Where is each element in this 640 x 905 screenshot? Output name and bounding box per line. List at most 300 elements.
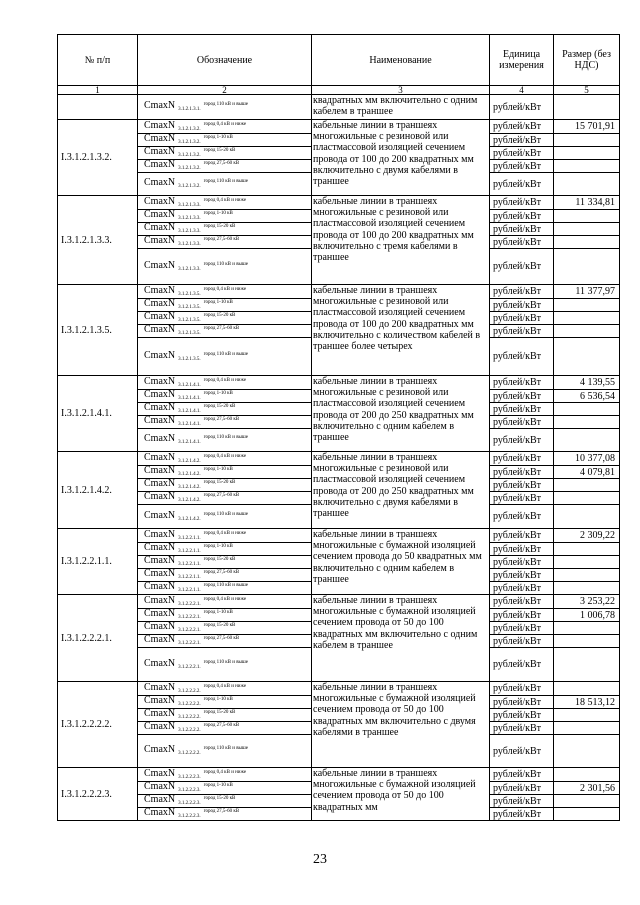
- value-cell: [554, 134, 620, 147]
- cmax-symbol: CmaxN: [144, 794, 176, 805]
- cmax-symbol: CmaxN: [144, 349, 176, 361]
- designation-superscript: город 15-20 кВ: [203, 313, 236, 318]
- description-cell: квадратных мм включительно с одним кабелем в траншее: [312, 95, 490, 120]
- cmax-symbol: CmaxN: [144, 621, 176, 632]
- designation-superscript: город 15-20 кВ: [203, 480, 236, 485]
- designation-superscript: город 15-20 кВ: [203, 710, 236, 715]
- designation-superscript: город 15-20 кВ: [203, 148, 236, 153]
- designation-superscript: город 27,5-60 кВ: [203, 237, 240, 242]
- cmax-symbol: CmaxN: [144, 594, 176, 606]
- row-number: [58, 95, 138, 120]
- cmax-symbol: CmaxN: [144, 781, 176, 792]
- unit-cell: рублей/кВт: [490, 595, 554, 609]
- designation-superscript: город 15-20 кВ: [203, 404, 236, 409]
- designation-cell: [138, 635, 312, 648]
- designation-superscript: город 1-10 кВ: [203, 467, 233, 472]
- unit-cell: рублей/кВт: [490, 768, 554, 782]
- value-cell: [554, 795, 620, 808]
- designation-cell: [138, 95, 312, 120]
- cmax-symbol: CmaxN: [144, 119, 176, 131]
- value-cell: 18 513,12: [554, 696, 620, 709]
- designation-subscript: 3.1.2.1.4.1.: [178, 440, 201, 445]
- unit-cell: рублей/кВт: [490, 466, 554, 479]
- designation-subscript: 3.1.2.1.3.2.: [178, 184, 201, 189]
- cmax-symbol: CmaxN: [144, 478, 176, 489]
- value-cell: [554, 210, 620, 223]
- designation-cell: [138, 582, 312, 595]
- unit-cell: рублей/кВт: [490, 808, 554, 821]
- unit-cell: рублей/кВт: [490, 390, 554, 403]
- value-cell: [554, 299, 620, 312]
- designation-cell: [138, 134, 312, 147]
- unit-cell: рублей/кВт: [490, 682, 554, 696]
- designation-subscript: 3.1.2.1.4.1.: [178, 422, 201, 427]
- description-cell: кабельные линии в траншеях многожильные с бумажной изоляцией сечением провода до 50 квадратных мм включительно с одним кабелем в траншее: [312, 529, 490, 595]
- designation-subscript: 3.1.2.2.2.1.: [178, 664, 201, 670]
- designation-subscript: 3.1.2.1.4.1.: [178, 396, 201, 401]
- designation-cell: [138, 299, 312, 312]
- designation-cell: [138, 795, 312, 808]
- cmax-symbol: CmaxN: [144, 375, 176, 387]
- unit-cell: рублей/кВт: [490, 299, 554, 312]
- unit-cell: рублей/кВт: [490, 236, 554, 249]
- cmax-symbol: CmaxN: [144, 159, 176, 170]
- table-row: [58, 196, 620, 210]
- designation-cell: [138, 120, 312, 134]
- unit-cell: рублей/кВт: [490, 403, 554, 416]
- designation-subscript: 3.1.2.1.3.5.: [178, 318, 201, 323]
- designation-subscript: 3.1.2.2.1.1.: [178, 535, 201, 541]
- cmax-symbol: CmaxN: [144, 634, 176, 645]
- designation-subscript: 3.1.2.1.3.3.: [178, 266, 201, 272]
- designation-subscript: 3.1.2.2.2.2.: [178, 702, 201, 707]
- table-row: [58, 529, 620, 543]
- cmax-symbol: CmaxN: [144, 209, 176, 220]
- unit-cell: рублей/кВт: [490, 338, 554, 376]
- designation-cell: [138, 390, 312, 403]
- designation-cell: [138, 285, 312, 299]
- designation-cell: [138, 466, 312, 479]
- unit-cell: рублей/кВт: [490, 609, 554, 622]
- row-number: I.3.1.2.2.1.1.: [58, 529, 138, 595]
- cmax-symbol: CmaxN: [144, 433, 176, 444]
- designation-superscript: город 110 кВ и выше: [203, 659, 248, 665]
- description-cell: кабельные линии в траншеях многожильные с резиновой или пластмассовой изоляцией сечением провода от 200 до 250 квадратных мм включительно с одним кабелем в траншее: [312, 376, 490, 452]
- designation-cell: [138, 682, 312, 696]
- designation-subscript: 3.1.2.2.2.1.: [178, 641, 201, 646]
- unit-cell: рублей/кВт: [490, 312, 554, 325]
- designation-cell: [138, 543, 312, 556]
- designation-superscript: город 27,5-60 кВ: [203, 723, 240, 728]
- cmax-symbol: CmaxN: [144, 568, 176, 579]
- cmax-symbol: CmaxN: [144, 657, 176, 669]
- unit-cell: рублей/кВт: [490, 622, 554, 635]
- value-cell: [554, 403, 620, 416]
- cmax-symbol: CmaxN: [144, 744, 176, 755]
- designation-cell: [138, 249, 312, 285]
- unit-cell: рублей/кВт: [490, 249, 554, 285]
- cmax-symbol: CmaxN: [144, 542, 176, 553]
- value-cell: 3 253,22: [554, 595, 620, 609]
- unit-cell: рублей/кВт: [490, 325, 554, 338]
- header-num: № п/п: [58, 35, 138, 86]
- value-cell: [554, 648, 620, 682]
- cmax-symbol: CmaxN: [144, 465, 176, 476]
- cmax-symbol: CmaxN: [144, 608, 176, 619]
- value-cell: [554, 325, 620, 338]
- designation-subscript: 3.1.2.1.4.2.: [178, 516, 201, 522]
- value-cell: 2 309,22: [554, 529, 620, 543]
- header-designation: Обозначение: [138, 35, 312, 86]
- page-number: 23: [313, 852, 327, 867]
- designation-cell: [138, 808, 312, 821]
- cmax-symbol: CmaxN: [144, 451, 176, 463]
- designation-cell: [138, 648, 312, 682]
- designation-subscript: 3.1.2.1.3.2.: [178, 140, 201, 145]
- unit-cell: рублей/кВт: [490, 556, 554, 569]
- unit-cell: рублей/кВт: [490, 505, 554, 529]
- value-cell: [554, 249, 620, 285]
- value-cell: [554, 543, 620, 556]
- unit-cell: рублей/кВт: [490, 492, 554, 505]
- value-cell: 4 079,81: [554, 466, 620, 479]
- unit-cell: рублей/кВт: [490, 223, 554, 236]
- designation-subscript: 3.1.2.2.1.1.: [178, 562, 201, 567]
- cmax-symbol: CmaxN: [144, 807, 176, 818]
- designation-cell: [138, 492, 312, 505]
- table-row: [58, 376, 620, 390]
- row-number: I.3.1.2.1.4.2.: [58, 452, 138, 529]
- designation-cell: [138, 210, 312, 223]
- designation-subscript: 3.1.2.1.3.3.: [178, 229, 201, 234]
- designation-superscript: город 15-20 кВ: [203, 796, 236, 801]
- cmax-symbol: CmaxN: [144, 298, 176, 309]
- cmax-symbol: CmaxN: [144, 222, 176, 233]
- unit-cell: рублей/кВт: [490, 210, 554, 223]
- value-cell: [554, 722, 620, 735]
- row-number: I.3.1.2.1.3.2.: [58, 120, 138, 196]
- column-number: 5: [554, 86, 620, 95]
- value-cell: [554, 569, 620, 582]
- description-cell: кабельные линии в траншеях многожильные с бумажной изоляцией сечением провода от 50 до 100 квадратных мм включительно с двумя кабелями в траншее: [312, 682, 490, 768]
- header-size: Размер (без НДС): [554, 35, 620, 86]
- cmax-symbol: CmaxN: [144, 195, 176, 207]
- designation-subscript: 3.1.2.2.1.1.: [178, 588, 201, 593]
- row-number: I.3.1.2.2.2.3.: [58, 768, 138, 821]
- value-cell: [554, 312, 620, 325]
- designation-superscript: город 110 кВ и выше: [203, 746, 248, 751]
- value-cell: 15 701,91: [554, 120, 620, 134]
- designation-cell: [138, 173, 312, 196]
- description-cell: кабельные линии в траншеях многожильные с резиновой или пластмассовой изоляцией сечением провода от 100 до 200 квадратных мм включительно с количеством кабелей в траншее более четырех: [312, 285, 490, 376]
- unit-cell: рублей/кВт: [490, 479, 554, 492]
- unit-cell: рублей/кВт: [490, 696, 554, 709]
- designation-subscript: 3.1.2.2.2.1.: [178, 615, 201, 620]
- designation-cell: [138, 735, 312, 768]
- table-row: [58, 452, 620, 466]
- value-cell: [554, 223, 620, 236]
- designation-superscript: город 110 кВ и выше: [203, 102, 248, 107]
- unit-cell: рублей/кВт: [490, 173, 554, 196]
- cmax-symbol: CmaxN: [144, 681, 176, 693]
- designation-subscript: 3.1.2.2.2.1.: [178, 601, 201, 607]
- designation-subscript: 3.1.2.2.2.3.: [178, 801, 201, 806]
- designation-cell: [138, 569, 312, 582]
- designation-cell: [138, 312, 312, 325]
- designation-subscript: 3.1.2.1.4.1.: [178, 382, 201, 388]
- designation-cell: [138, 768, 312, 782]
- designation-cell: [138, 160, 312, 173]
- designation-cell: [138, 479, 312, 492]
- designation-cell: [138, 452, 312, 466]
- designation-superscript: город 27,5-60 кВ: [203, 417, 240, 422]
- designation-subscript: 3.1.2.1.4.1.: [178, 409, 201, 414]
- designation-superscript: город 0,4 кВ и ниже: [203, 377, 247, 383]
- designation-cell: [138, 722, 312, 735]
- cmax-symbol: CmaxN: [144, 133, 176, 144]
- designation-subscript: 3.1.2.1.3.3.: [178, 216, 201, 221]
- header-name: Наименование: [312, 35, 490, 86]
- designation-subscript: 3.1.2.2.2.2.: [178, 688, 201, 694]
- table-row: [58, 285, 620, 299]
- unit-cell: рублей/кВт: [490, 429, 554, 452]
- designation-superscript: город 15-20 кВ: [203, 224, 236, 229]
- designation-subscript: 3.1.2.1.3.3.: [178, 242, 201, 247]
- row-number: I.3.1.2.2.2.1.: [58, 595, 138, 682]
- unit-cell: рублей/кВт: [490, 543, 554, 556]
- value-cell: 11 334,81: [554, 196, 620, 210]
- unit-cell: рублей/кВт: [490, 635, 554, 648]
- unit-cell: рублей/кВт: [490, 452, 554, 466]
- unit-cell: рублей/кВт: [490, 196, 554, 210]
- designation-subscript: 3.1.2.2.2.3.: [178, 814, 201, 819]
- designation-subscript: 3.1.2.2.2.3.: [178, 774, 201, 780]
- designation-subscript: 3.1.2.2.2.2.: [178, 715, 201, 720]
- designation-cell: [138, 376, 312, 390]
- unit-cell: рублей/кВт: [490, 722, 554, 735]
- table-row: [58, 120, 620, 134]
- designation-superscript: город 1-10 кВ: [203, 544, 233, 549]
- value-cell: [554, 735, 620, 768]
- designation-superscript: город 0,4 кВ и ниже: [203, 769, 247, 775]
- designation-subscript: 3.1.2.1.4.2.: [178, 485, 201, 490]
- designation-cell: [138, 416, 312, 429]
- table-row: [58, 682, 620, 696]
- column-number: 2: [138, 86, 312, 95]
- value-cell: 11 377,97: [554, 285, 620, 299]
- designation-superscript: город 27,5-60 кВ: [203, 570, 240, 575]
- value-cell: [554, 236, 620, 249]
- designation-superscript: город 0,4 кВ и ниже: [203, 596, 247, 602]
- value-cell: [554, 479, 620, 492]
- description-cell: кабельные линии в траншеях многожильные с резиновой или пластмассовой изоляцией сечением провода от 100 до 200 квадратных мм включительно с тремя кабелями в траншее: [312, 196, 490, 285]
- description-cell: кабельные линии в траншеях многожильные с бумажной изоляцией сечением провода от 50 до 100 квадратных мм включительно с одним кабелем в траншее: [312, 595, 490, 682]
- cmax-symbol: CmaxN: [144, 491, 176, 502]
- value-cell: 2 301,56: [554, 782, 620, 795]
- designation-cell: [138, 595, 312, 609]
- row-number: I.3.1.2.1.4.1.: [58, 376, 138, 452]
- header-row: [58, 35, 620, 86]
- designation-cell: [138, 529, 312, 543]
- unit-cell: рублей/кВт: [490, 416, 554, 429]
- column-number-row: [58, 86, 620, 95]
- designation-superscript: город 1-10 кВ: [203, 300, 233, 305]
- designation-superscript: город 110 кВ и выше: [203, 179, 248, 184]
- designation-subscript: 3.1.2.1.3.5.: [178, 356, 201, 362]
- description-cell: кабельные линии в траншеях многожильные с резиновой или пластмассовой изоляцией сечением провода от 200 до 250 квадратных мм включительно с двумя кабелями в траншее: [312, 452, 490, 529]
- designation-subscript: 3.1.2.1.4.2.: [178, 472, 201, 477]
- designation-cell: [138, 709, 312, 722]
- designation-superscript: город 27,5-60 кВ: [203, 493, 240, 498]
- unit-cell: рублей/кВт: [490, 648, 554, 682]
- unit-cell: рублей/кВт: [490, 376, 554, 390]
- designation-subscript: 3.1.2.1.3.2.: [178, 153, 201, 158]
- designation-cell: [138, 403, 312, 416]
- cmax-symbol: CmaxN: [144, 767, 176, 779]
- value-cell: [554, 147, 620, 160]
- unit-cell: рублей/кВт: [490, 709, 554, 722]
- value-cell: [554, 95, 620, 120]
- unit-cell: рублей/кВт: [490, 529, 554, 543]
- unit-cell: рублей/кВт: [490, 134, 554, 147]
- designation-cell: [138, 325, 312, 338]
- row-number: I.3.1.2.1.3.5.: [58, 285, 138, 376]
- designation-subscript: 3.1.2.1.3.5.: [178, 291, 201, 297]
- designation-cell: [138, 505, 312, 529]
- value-cell: 4 139,55: [554, 376, 620, 390]
- designation-superscript: город 1-10 кВ: [203, 391, 233, 396]
- designation-superscript: город 0,4 кВ и ниже: [203, 530, 247, 536]
- cmax-symbol: CmaxN: [144, 581, 176, 592]
- cmax-symbol: CmaxN: [144, 235, 176, 246]
- tariff-table: [57, 34, 620, 821]
- designation-superscript: город 27,5-60 кВ: [203, 326, 240, 331]
- designation-superscript: город 0,4 кВ и ниже: [203, 197, 247, 203]
- value-cell: [554, 709, 620, 722]
- value-cell: [554, 768, 620, 782]
- row-number: I.3.1.2.1.3.3.: [58, 196, 138, 285]
- designation-subscript: 3.1.2.1.3.5.: [178, 305, 201, 310]
- value-cell: [554, 160, 620, 173]
- table-row: [58, 595, 620, 609]
- designation-superscript: город 0,4 кВ и ниже: [203, 683, 247, 689]
- cmax-symbol: CmaxN: [144, 389, 176, 400]
- cmax-symbol: CmaxN: [144, 721, 176, 732]
- designation-superscript: город 1-10 кВ: [203, 135, 233, 140]
- cmax-symbol: CmaxN: [144, 708, 176, 719]
- unit-cell: рублей/кВт: [490, 95, 554, 120]
- cmax-symbol: CmaxN: [144, 509, 176, 521]
- table-row: [58, 95, 620, 120]
- unit-cell: рублей/кВт: [490, 160, 554, 173]
- designation-subscript: 3.1.2.1.3.5.: [178, 331, 201, 336]
- designation-superscript: город 110 кВ и выше: [203, 261, 248, 267]
- designation-cell: [138, 223, 312, 236]
- designation-superscript: город 110 кВ и выше: [203, 511, 248, 517]
- designation-cell: [138, 236, 312, 249]
- value-cell: [554, 338, 620, 376]
- unit-cell: рублей/кВт: [490, 582, 554, 595]
- designation-superscript: город 1-10 кВ: [203, 783, 233, 788]
- unit-cell: рублей/кВт: [490, 782, 554, 795]
- value-cell: 6 536,54: [554, 390, 620, 403]
- value-cell: [554, 808, 620, 821]
- cmax-symbol: CmaxN: [144, 695, 176, 706]
- cmax-symbol: CmaxN: [144, 259, 176, 271]
- cmax-symbol: CmaxN: [144, 402, 176, 413]
- designation-subscript: 3.1.2.1.3.3.: [178, 202, 201, 208]
- value-cell: 1 006,78: [554, 609, 620, 622]
- value-cell: 10 377,08: [554, 452, 620, 466]
- designation-cell: [138, 338, 312, 376]
- designation-superscript: город 0,4 кВ и ниже: [203, 121, 247, 127]
- value-cell: [554, 429, 620, 452]
- designation-cell: [138, 782, 312, 795]
- designation-cell: [138, 622, 312, 635]
- designation-cell: [138, 609, 312, 622]
- designation-superscript: город 110 кВ и выше: [203, 351, 248, 357]
- designation-cell: [138, 147, 312, 160]
- table-row: [58, 768, 620, 782]
- value-cell: [554, 173, 620, 196]
- designation-superscript: город 1-10 кВ: [203, 211, 233, 216]
- column-number: 4: [490, 86, 554, 95]
- header-unit: Единица измерения: [490, 35, 554, 86]
- designation-subscript: 3.1.2.1.3.1.: [178, 107, 201, 112]
- value-cell: [554, 635, 620, 648]
- cmax-symbol: CmaxN: [144, 555, 176, 566]
- value-cell: [554, 622, 620, 635]
- column-number: 1: [58, 86, 138, 95]
- designation-superscript: город 110 кВ и выше: [203, 435, 248, 440]
- designation-superscript: город 1-10 кВ: [203, 610, 233, 615]
- cmax-symbol: CmaxN: [144, 177, 176, 188]
- designation-superscript: город 0,4 кВ и ниже: [203, 286, 247, 292]
- description-cell: кабельные линии в траншеях многожильные с бумажной изоляцией сечением провода от 50 до 100 квадратных мм: [312, 768, 490, 821]
- cmax-symbol: CmaxN: [144, 284, 176, 296]
- designation-cell: [138, 696, 312, 709]
- column-number: 3: [312, 86, 490, 95]
- designation-superscript: город 1-10 кВ: [203, 697, 233, 702]
- designation-cell: [138, 556, 312, 569]
- designation-subscript: 3.1.2.1.4.2.: [178, 498, 201, 503]
- cmax-symbol: CmaxN: [144, 100, 176, 111]
- unit-cell: рублей/кВт: [490, 735, 554, 768]
- unit-cell: рублей/кВт: [490, 569, 554, 582]
- designation-subscript: 3.1.2.1.4.2.: [178, 458, 201, 464]
- row-number: I.3.1.2.2.2.2.: [58, 682, 138, 768]
- designation-superscript: город 27,5-60 кВ: [203, 809, 240, 814]
- cmax-symbol: CmaxN: [144, 324, 176, 335]
- designation-superscript: город 0,4 кВ и ниже: [203, 453, 247, 459]
- cmax-symbol: CmaxN: [144, 528, 176, 540]
- unit-cell: рублей/кВт: [490, 285, 554, 299]
- designation-cell: [138, 196, 312, 210]
- designation-superscript: город 15-20 кВ: [203, 623, 236, 628]
- value-cell: [554, 492, 620, 505]
- designation-superscript: город 110 кВ и выше: [203, 583, 248, 588]
- unit-cell: рублей/кВт: [490, 120, 554, 134]
- unit-cell: рублей/кВт: [490, 147, 554, 160]
- value-cell: [554, 556, 620, 569]
- designation-subscript: 3.1.2.1.3.2.: [178, 126, 201, 132]
- value-cell: [554, 416, 620, 429]
- designation-subscript: 3.1.2.2.1.1.: [178, 575, 201, 580]
- description-cell: кабельные линии в траншеях многожильные с резиновой или пластмассовой изоляцией сечением провода от 100 до 200 квадратных мм включительно с двумя кабелями в траншее: [312, 120, 490, 196]
- designation-superscript: город 27,5-60 кВ: [203, 636, 240, 641]
- cmax-symbol: CmaxN: [144, 415, 176, 426]
- designation-cell: [138, 429, 312, 452]
